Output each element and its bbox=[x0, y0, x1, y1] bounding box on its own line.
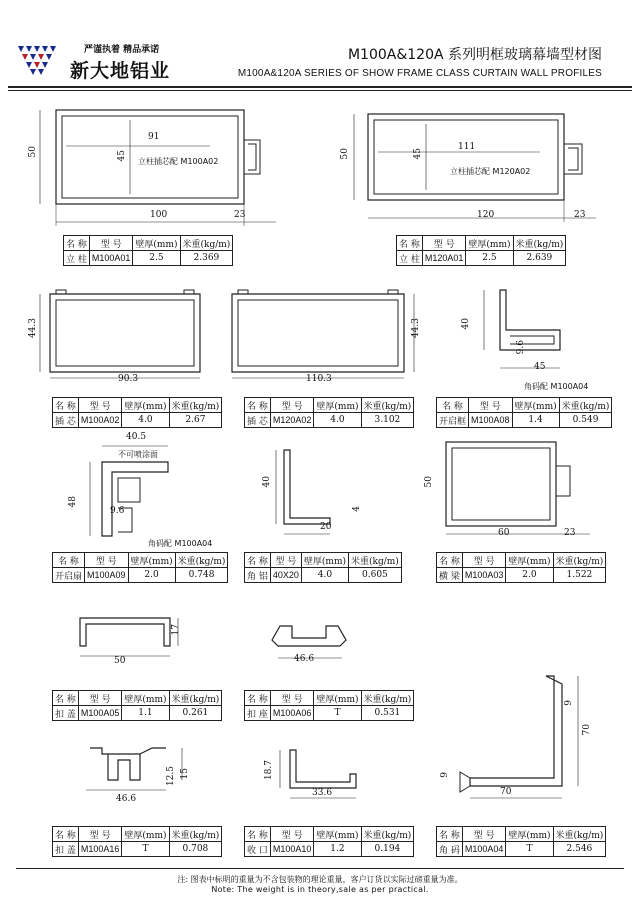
table-header-cell: 型 号 bbox=[78, 691, 122, 706]
profile-drawing-m100a04 bbox=[440, 668, 600, 808]
table-cell: 0.261 bbox=[169, 706, 222, 721]
table-cell: 扣 座 bbox=[245, 706, 271, 721]
table-header-cell: 型 号 bbox=[462, 553, 506, 568]
table-header-cell: 米重(kg/m) bbox=[169, 691, 222, 706]
table-header-row bbox=[437, 827, 606, 842]
table-header-cell: 米重(kg/m) bbox=[361, 398, 414, 413]
table-cell: M100A06 bbox=[270, 706, 314, 721]
table-cell: M100A01 bbox=[89, 251, 133, 266]
dim-inner-width: 111 bbox=[458, 142, 476, 152]
table-header-cell: 米重(kg/m) bbox=[553, 553, 606, 568]
spec-table-m120a02 bbox=[244, 397, 414, 428]
spec-table-m100a01 bbox=[63, 235, 233, 266]
profile-drawing-m120a02 bbox=[228, 286, 418, 382]
table-cell: M100A08 bbox=[469, 413, 513, 428]
table-header-cell: 名 称 bbox=[245, 827, 271, 842]
dim-height: 48 bbox=[68, 496, 78, 508]
spec-table-m100a05 bbox=[52, 690, 222, 721]
table-header-cell: 米重(kg/m) bbox=[349, 553, 402, 568]
table-cell: 立 柱 bbox=[64, 251, 90, 266]
table-header-cell: 型 号 bbox=[270, 398, 314, 413]
dim-thickness: 9 bbox=[564, 700, 574, 706]
footer-note-en: Note: The weight is in theory,sale as per practical. bbox=[211, 885, 429, 894]
table-cell: 横 梁 bbox=[437, 568, 463, 583]
table-cell: M100A04 bbox=[462, 842, 506, 857]
dim-height: 50 bbox=[424, 476, 434, 488]
dim-extension: 23 bbox=[574, 210, 586, 220]
dim-inner-width: 91 bbox=[148, 132, 160, 142]
dim-height: 50 bbox=[340, 148, 350, 160]
table-header-cell: 壁厚(mm) bbox=[122, 827, 169, 842]
table-cell: 2.369 bbox=[180, 251, 233, 266]
table-cell: 40X20 bbox=[270, 568, 301, 583]
table-header-row bbox=[53, 827, 222, 842]
table-header-row bbox=[245, 691, 414, 706]
spec-table-m100a03 bbox=[436, 552, 606, 583]
table-row bbox=[64, 251, 233, 266]
dim-width: 60 bbox=[498, 528, 510, 538]
table-cell: 0.748 bbox=[175, 568, 228, 583]
dim-width: 100 bbox=[150, 210, 168, 220]
dim-height: 44.3 bbox=[411, 318, 421, 339]
dim-height: 50 bbox=[28, 146, 38, 158]
table-cell: T bbox=[314, 706, 361, 721]
table-cell: 1.522 bbox=[553, 568, 606, 583]
table-header-cell: 型 号 bbox=[85, 553, 129, 568]
dim-extension: 23 bbox=[564, 528, 576, 538]
table-header-cell: 名 称 bbox=[437, 553, 463, 568]
table-cell: 2.5 bbox=[466, 251, 513, 266]
table-header-cell: 壁厚(mm) bbox=[133, 236, 180, 251]
footer-rule bbox=[16, 868, 624, 869]
table-cell: T bbox=[122, 842, 169, 857]
table-header-cell: 米重(kg/m) bbox=[559, 398, 612, 413]
table-cell: 2.5 bbox=[133, 251, 180, 266]
table-header-cell: 型 号 bbox=[78, 398, 122, 413]
table-header-cell: 名 称 bbox=[53, 553, 85, 568]
table-header-cell: 米重(kg/m) bbox=[553, 827, 606, 842]
table-header-cell: 壁厚(mm) bbox=[506, 827, 553, 842]
dim-width: 46.6 bbox=[116, 794, 137, 804]
dim-height-2: 15 bbox=[180, 768, 190, 780]
table-cell: 收 口 bbox=[245, 842, 271, 857]
dim-width: 70 bbox=[500, 787, 512, 797]
table-cell: 3.102 bbox=[361, 413, 414, 428]
table-cell: 插 芯 bbox=[245, 413, 271, 428]
table-row bbox=[53, 842, 222, 857]
table-header-row bbox=[64, 236, 233, 251]
table-cell: M100A02 bbox=[78, 413, 122, 428]
page-title-english: M100A&120A SERIES OF SHOW FRAME CLASS CURTAIN WALL PROFILES bbox=[237, 68, 602, 79]
dim-width: 90.3 bbox=[118, 374, 139, 384]
table-row bbox=[245, 568, 402, 583]
table-row bbox=[437, 413, 612, 428]
profile-note: 角码配 M100A04 bbox=[148, 539, 213, 548]
dim-width: 120 bbox=[477, 210, 495, 220]
table-header-cell: 型 号 bbox=[469, 398, 513, 413]
table-cell: 2.546 bbox=[553, 842, 606, 857]
table-header-cell: 型 号 bbox=[78, 827, 122, 842]
table-cell: 立 柱 bbox=[397, 251, 423, 266]
table-header-cell: 米重(kg/m) bbox=[180, 236, 233, 251]
spec-table-40x20 bbox=[244, 552, 402, 583]
table-header-cell: 名 称 bbox=[53, 827, 79, 842]
profile-drawing-m100a05 bbox=[70, 612, 190, 662]
table-cell: 0.605 bbox=[349, 568, 402, 583]
table-cell: 0.549 bbox=[559, 413, 612, 428]
table-header-row bbox=[437, 398, 612, 413]
dim-width: 50 bbox=[114, 656, 126, 666]
table-header-cell: 型 号 bbox=[270, 691, 314, 706]
table-header-cell: 名 称 bbox=[437, 398, 469, 413]
table-header-cell: 米重(kg/m) bbox=[175, 553, 228, 568]
table-cell: 1.1 bbox=[122, 706, 169, 721]
table-header-cell: 壁厚(mm) bbox=[466, 236, 513, 251]
table-header-row bbox=[397, 236, 566, 251]
table-header-cell: 米重(kg/m) bbox=[513, 236, 566, 251]
dim-height: 40 bbox=[461, 318, 471, 330]
dim-height: 18.7 bbox=[264, 760, 274, 781]
table-header-cell: 型 号 bbox=[422, 236, 466, 251]
profile-note: 立柱插芯配 M100A02 bbox=[138, 157, 219, 166]
dim-height: 70 bbox=[582, 724, 592, 736]
table-cell: 扣 盖 bbox=[53, 842, 79, 857]
dim-extension: 23 bbox=[234, 210, 246, 220]
table-header-cell: 米重(kg/m) bbox=[169, 827, 222, 842]
table-cell: 2.0 bbox=[506, 568, 553, 583]
dim-thickness: 4 bbox=[352, 506, 362, 512]
table-cell: 1.4 bbox=[512, 413, 559, 428]
dim-width: 45 bbox=[534, 362, 546, 372]
table-header-cell: 名 称 bbox=[245, 553, 271, 568]
spec-table-m100a04 bbox=[436, 826, 606, 857]
profile-note-top: 不可喷涂面 bbox=[118, 450, 158, 459]
dim-inner-height: 45 bbox=[117, 150, 127, 162]
table-header-cell: 壁厚(mm) bbox=[122, 398, 169, 413]
spec-table-m100a16 bbox=[52, 826, 222, 857]
table-header-cell: 壁厚(mm) bbox=[301, 553, 348, 568]
company-logo bbox=[14, 42, 62, 78]
dim-inner: 9.6 bbox=[516, 340, 526, 355]
dim-width: 110.3 bbox=[306, 374, 332, 384]
table-cell: 2.0 bbox=[128, 568, 175, 583]
table-header-cell: 壁厚(mm) bbox=[314, 827, 361, 842]
table-header-row bbox=[245, 398, 414, 413]
table-header-cell: 壁厚(mm) bbox=[314, 398, 361, 413]
table-cell: 开启扇 bbox=[53, 568, 85, 583]
dim-inner: 9.6 bbox=[110, 506, 125, 516]
table-row bbox=[53, 413, 222, 428]
table-cell: M120A02 bbox=[270, 413, 314, 428]
table-cell: 角 码 bbox=[437, 842, 463, 857]
table-header-cell: 名 称 bbox=[64, 236, 90, 251]
table-header-cell: 米重(kg/m) bbox=[169, 398, 222, 413]
spec-table-m120a01 bbox=[396, 235, 566, 266]
table-header-cell: 型 号 bbox=[270, 827, 314, 842]
table-cell: M100A09 bbox=[85, 568, 129, 583]
table-header-cell: 名 称 bbox=[245, 691, 271, 706]
table-cell: M100A03 bbox=[462, 568, 506, 583]
table-cell: 角 铝 bbox=[245, 568, 271, 583]
table-cell: 0.194 bbox=[361, 842, 414, 857]
profile-drawing-m100a09 bbox=[80, 442, 190, 542]
table-header-cell: 名 称 bbox=[53, 691, 79, 706]
spec-table-m100a02 bbox=[52, 397, 222, 428]
dim-height: 40 bbox=[262, 476, 272, 488]
table-row bbox=[245, 413, 414, 428]
profile-drawing-m100a08 bbox=[470, 284, 570, 374]
table-header-row bbox=[245, 827, 414, 842]
header-rule-thin bbox=[8, 90, 632, 91]
spec-table-m100a10 bbox=[244, 826, 414, 857]
table-row bbox=[245, 842, 414, 857]
spec-table-m100a09 bbox=[52, 552, 228, 583]
table-header-cell: 型 号 bbox=[270, 553, 301, 568]
profile-drawing-m100a02 bbox=[36, 286, 206, 382]
table-cell: M100A16 bbox=[78, 842, 122, 857]
table-row bbox=[53, 568, 228, 583]
profile-note: 立柱插芯配 M120A02 bbox=[450, 167, 531, 176]
table-row bbox=[245, 706, 414, 721]
table-header-cell: 壁厚(mm) bbox=[128, 553, 175, 568]
dim-width: 46.6 bbox=[294, 654, 315, 664]
table-cell: 插 芯 bbox=[53, 413, 79, 428]
spec-table-m100a06 bbox=[244, 690, 414, 721]
company-name: 新大地铝业 bbox=[70, 60, 171, 82]
table-row bbox=[437, 842, 606, 857]
dim-height: 17 bbox=[171, 624, 181, 636]
table-header-cell: 型 号 bbox=[89, 236, 133, 251]
table-header-cell: 型 号 bbox=[462, 827, 506, 842]
header-rule bbox=[8, 86, 632, 88]
company-slogan: 严谨执着 精品承诺 bbox=[84, 45, 160, 55]
table-header-cell: 壁厚(mm) bbox=[122, 691, 169, 706]
table-cell: M120A01 bbox=[422, 251, 466, 266]
table-header-cell: 名 称 bbox=[245, 398, 271, 413]
table-header-cell: 壁厚(mm) bbox=[506, 553, 553, 568]
table-header-cell: 名 称 bbox=[437, 827, 463, 842]
table-cell: 1.2 bbox=[314, 842, 361, 857]
table-header-row bbox=[53, 691, 222, 706]
dim-height: 12.5 bbox=[166, 766, 176, 787]
table-cell: 2.639 bbox=[513, 251, 566, 266]
table-header-cell: 米重(kg/m) bbox=[361, 827, 414, 842]
table-cell: 4.0 bbox=[314, 413, 361, 428]
table-cell: 扣 盖 bbox=[53, 706, 79, 721]
table-header-row bbox=[437, 553, 606, 568]
table-header-row bbox=[245, 553, 402, 568]
table-header-cell: 米重(kg/m) bbox=[361, 691, 414, 706]
profile-note: 角码配 M100A04 bbox=[524, 382, 589, 391]
table-cell: 0.708 bbox=[169, 842, 222, 857]
table-header-cell: 名 称 bbox=[53, 398, 79, 413]
table-cell: 0.531 bbox=[361, 706, 414, 721]
table-row bbox=[437, 568, 606, 583]
footer-note-cn: 注: 图表中标明的重量为不含包装物的理论重量，客户订货以实际过磅重量为准。 bbox=[177, 875, 463, 884]
spec-table-m100a08 bbox=[436, 397, 612, 428]
dim-thickness-bottom: 9 bbox=[440, 772, 450, 778]
table-header-cell: 壁厚(mm) bbox=[512, 398, 559, 413]
table-header-row bbox=[53, 553, 228, 568]
table-header-cell: 壁厚(mm) bbox=[314, 691, 361, 706]
dim-width: 20 bbox=[320, 522, 332, 532]
table-row bbox=[53, 706, 222, 721]
dim-height: 44.3 bbox=[28, 318, 38, 339]
table-cell: 2.67 bbox=[169, 413, 222, 428]
table-cell: 开启框 bbox=[437, 413, 469, 428]
table-cell: 4.0 bbox=[122, 413, 169, 428]
table-header-cell: 名 称 bbox=[397, 236, 423, 251]
table-cell: M100A05 bbox=[78, 706, 122, 721]
table-cell: T bbox=[506, 842, 553, 857]
table-cell: 4.0 bbox=[301, 568, 348, 583]
dim-inner-height: 45 bbox=[413, 148, 423, 160]
page-title: M100A&120A 系列明框玻璃幕墙型材图 bbox=[347, 47, 602, 63]
table-row bbox=[397, 251, 566, 266]
dim-width: 40.5 bbox=[126, 432, 147, 442]
dim-width: 33.6 bbox=[312, 788, 333, 798]
table-cell: M100A10 bbox=[270, 842, 314, 857]
table-header-row bbox=[53, 398, 222, 413]
